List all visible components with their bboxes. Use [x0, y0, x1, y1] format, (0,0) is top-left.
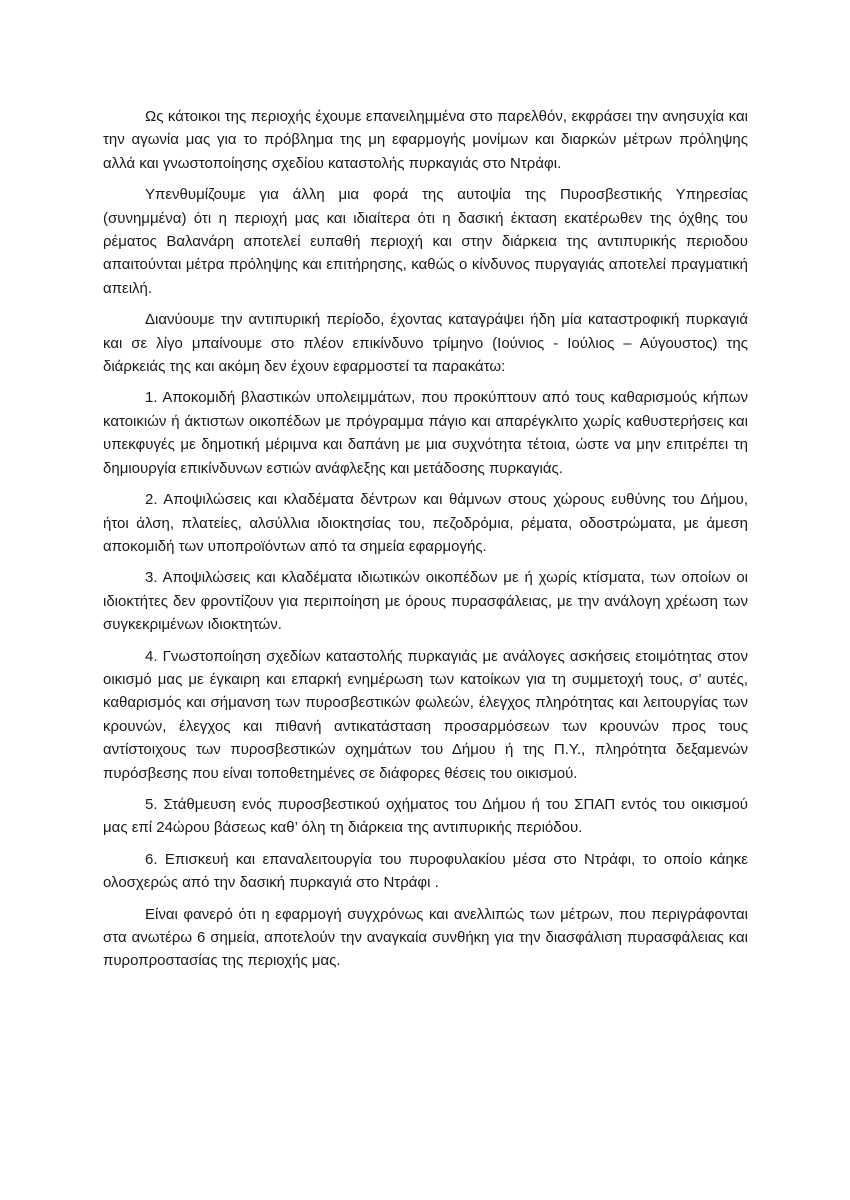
list-item-1: 1. Αποκομιδή βλαστικών υπολειμμάτων, που προκύπτουν από τους καθαρισμούς κήπων κατοικιών ή άκτιστων οικοπέδων με πρόγραμμα πάγιο και απαρέγκλιτο χωρίς καθυστερήσεις και υπεκφυγές με δημοτική μέριμνα και δαπάνη με μια συχνότητα τέτοια, ώστε να μην επιτρέπει τη δημιουργία επικίνδυνων εστιών ανάφλεξης και μετάδοσης πυρκαγιάς.	[103, 389, 748, 477]
paragraph-fire-season: Διανύουμε την αντιπυρική περίοδο, έχοντας καταγράψει ήδη μία καταστροφική πυρκαγιά και σε λίγο μπαίνουμε στο πλέον επικίνδυνο τρίμηνο (Ιούνιος - Ιούλιος – Αύγουστος) της διάρκειάς της και ακόμη δεν έχουν εφαρμοστεί τα παρακάτω:	[103, 311, 748, 376]
list-item-3: 3. Αποψιλώσεις και κλαδέματα ιδιωτικών οικοπέδων με ή χωρίς κτίσματα, των οποίων οι ιδιοκτήτες δεν φροντίζουν για περιποίηση με όρους πυρασφάλειας, με την ανάλογη χρέωση των συγκεκριμένων ιδιοκτητών.	[103, 569, 748, 634]
paragraph-reminder: Υπενθυμίζουμε για άλλη μια φορά της αυτοψία της Πυροσβεστικής Υπηρεσίας (συνημμένα) ότι η περιοχή μας και ιδιαίτερα ότι η δασική έκταση εκατέρωθεν της όχθης του ρέματος Βαλανάρη αποτελεί ευπαθή περιοχή και στην διάρκεια της αντιπυρικής περιοδου απαιτούνται μέτρα πρόληψης και επιτήρησης, καθώς ο κίνδυνος πυργαγιάς αποτελεί πραγματική απειλή.	[103, 186, 748, 297]
list-item-5: 5. Στάθμευση ενός πυροσβεστικού οχήματος του Δήμου ή του ΣΠΑΠ εντός του οικισμού μας επί 24ώρου βάσεως καθ’ όλη τη διάρκεια της αντιπυρικής περιόδου.	[103, 795, 748, 837]
list-item-4: 4. Γνωστοποίηση σχεδίων καταστολής πυρκαγιάς με ανάλογες ασκήσεις ετοιμότητας στον οικισμό μας με έγκαιρη και επαρκή ενημέρωση των κατοίκων για τη συμμετοχή τους, σ’ αυτές, καθαρισμός και σήμανση των πυροσβεστικών φωλεών, έλεγχος πληρότητας και λειτουργίας των κρουνών, έλεγχος και πιθανή αντικατάσταση προσαρμόσεων των κρουνών προς τους αντίστοιχους των πυροσβεστικών οχημάτων του Δήμου ή της Π.Υ., πληρότητα δεξαμενών πυρόσβεσης που είναι τοποθετημένες σε διάφορες θέσεις του οικισμού.	[103, 647, 748, 782]
paragraph-intro: Ως κάτοικοι της περιοχής έχουμε επανειλημμένα στο παρελθόν, εκφράσει την ανησυχία και την αγωνία μας για το πρόβλημα της μη εφαρμογής μονίμων και διαρκών μέτρων πρόληψης αλλά και γνωστοποίησης σχεδίου καταστολής πυρκαγιάς στο Ντράφι.	[103, 108, 748, 172]
list-item-2: 2. Αποψιλώσεις και κλαδέματα δέντρων και θάμνων στους χώρους ευθύνης του Δήμου, ήτοι άλση, πλατείες, αλσύλλια ιδιοκτησίας του, πεζοδρόμια, ρέματα, οδοστρώματα, με άμεση αποκομιδή των υποπροϊόντων από τα σημεία εφαρμογής.	[103, 491, 748, 555]
paragraph-conclusion: Είναι φανερό ότι η εφαρμογή συγχρόνως και ανελλιπώς των μέτρων, που περιγράφονται στα ανωτέρω 6 σημεία, αποτελούν την αναγκαία συνθήκη για την διασφάλιση πυρασφάλειας και πυροπροστασίας της περιοχής μας.	[103, 905, 748, 970]
document-page	[103, 105, 748, 981]
list-item-6: 6. Επισκευή και επαναλειτουργία του πυροφυλακίου μέσα στο Ντράφι, το οποίο κάηκε ολοσχερώς από την δασική πυρκαγιά στο Ντράφι .	[103, 850, 748, 892]
